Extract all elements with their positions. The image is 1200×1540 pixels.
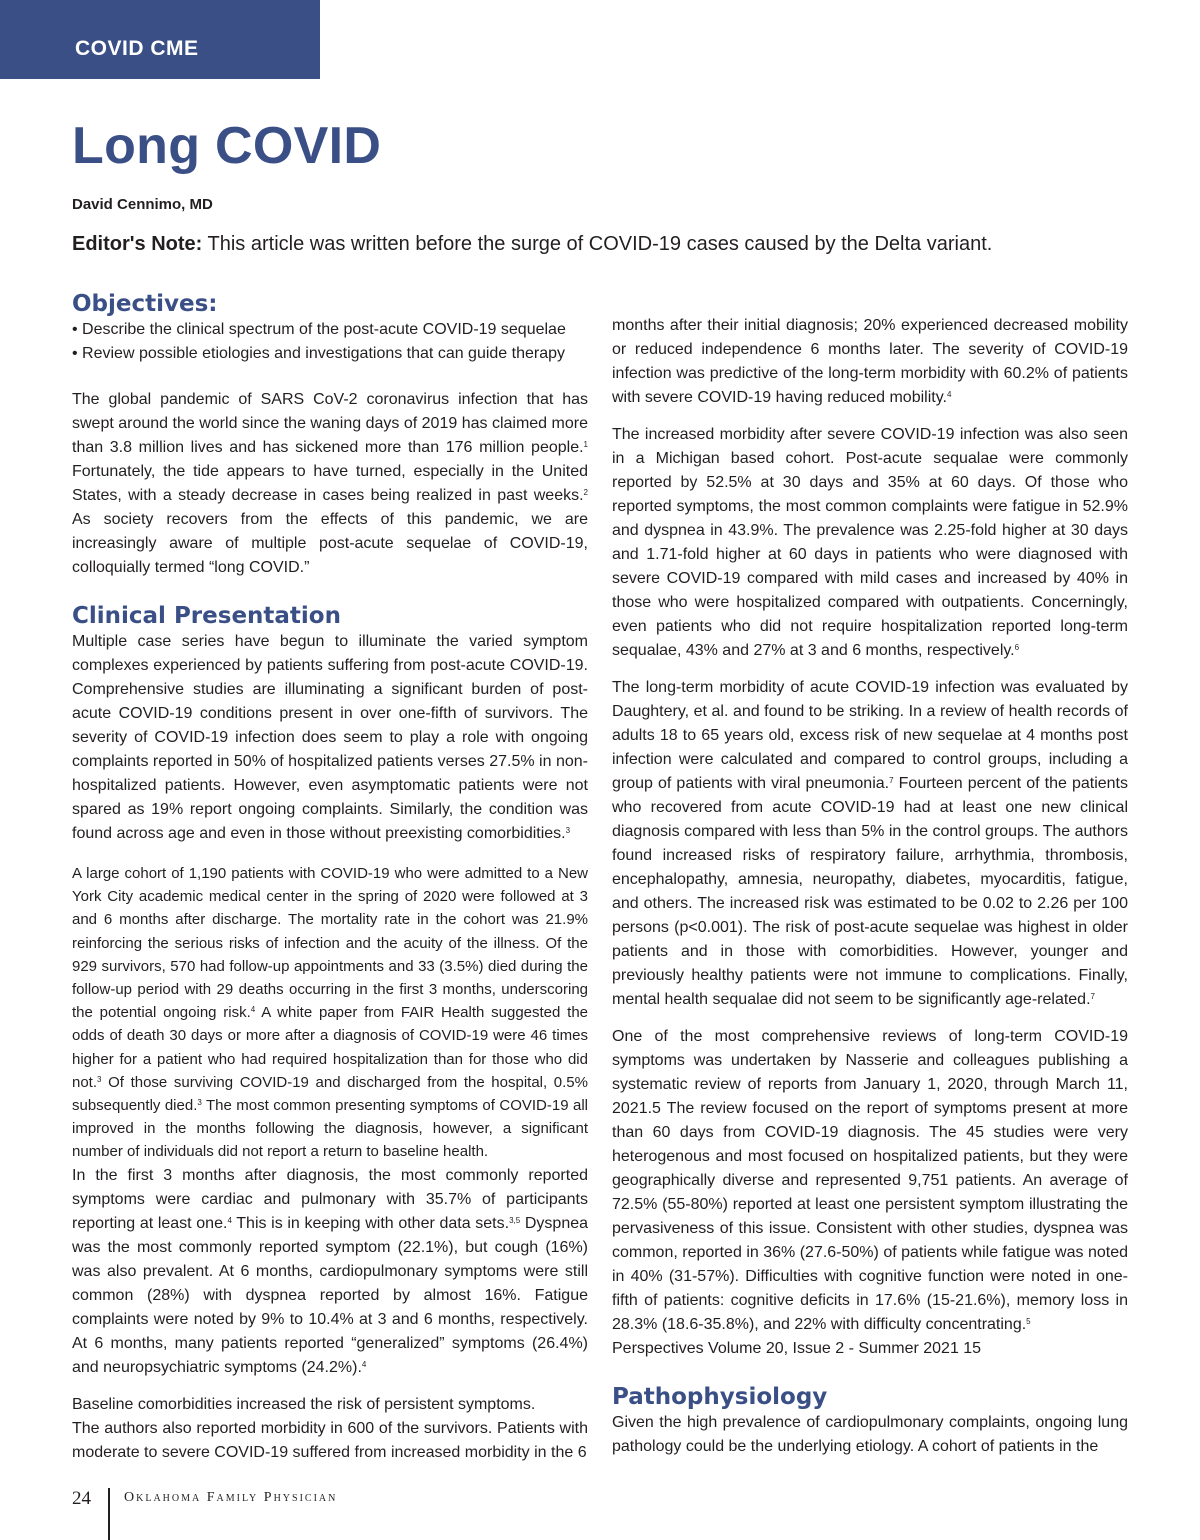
section-banner <box>0 0 320 79</box>
objectives-heading: Objectives: <box>72 291 218 317</box>
cohort-paragraph: A large cohort of 1,190 patients with COVID-19 who were admitted to a New York City academic medical center in the spring of 2020 were followed at 3 and 6 months after discharge. The mortality rate in the cohort was 21.9% reinforcing the serious risks of infection and the acuity of the illness. Of the 929 survivors, 570 had follow-up appointments and 33 (3.5%) died during the follow-up period with 29 deaths occurring in the first 3 months, underscoring the potential ongoing risk.$^4$ A white paper from FAIR Health suggested the odds of death 30 days or more after a diagnosis of COVID-19 were 46 times higher for a patient who had required hospitalization than for those who did not.$^3$ Of those surviving COVID-19 and discharged from the hospital, 0.5% subsequently died.$^3$ The most common presenting symptoms of COVID-19 all improved in the months following the diagnosis, however, a significant number of individuals did not report a return to baseline health. <box>72 865 589 1161</box>
intro-paragraph: The global pandemic of SARS CoV-2 coronavirus infection that has swept around the world since the waning days of 2019 has claimed more than 3.8 million lives and has sickened more than 176 million people.$^1$ Fortunately, the tide appears to have turned, especially in the United States, with a steady decrease in cases being realized in past weeks.$^2$ As society recovers from the effects of this pandemic, we are increasingly aware of multiple post-acute sequelae of COVID-19, colloquially termed “long COVID.” <box>72 391 588 576</box>
pathophysiology-heading: Pathophysiology <box>612 1384 828 1410</box>
footer-divider <box>108 1488 110 1540</box>
page-number: 24 <box>72 1488 91 1509</box>
symptoms-paragraph: In the first 3 months after diagnosis, the most commonly reported symptoms were cardiac and pulmonary with 35.7% of participants reporting at least one.$^4$ This is in keeping with other data sets.$^{3,5}$ Dyspnea was the most commonly reported symptom (22.1%), but cough (16%) was also prevalent. At 6 months, cardiopulmonary symptoms were still common (28%) with dyspnea reported by almost 16%. Fatigue complaints were noted by 9% to 10.4% at 3 and 6 months, respectively. At 6 months, many patients reported “generalized” symptoms (26.4%) and neuropsychiatric symptoms (24.2%).$^4$ <box>72 1166 589 1376</box>
michigan-paragraph: The increased morbidity after severe COVID-19 infection was also seen in a Michigan based cohort. Post-acute sequalae were commonly reported by 52.5% at 30 days and 35% at 60 days. Of those who reported symptoms, the most common complaints were fatigue in 52.9% and dyspnea in 43.9%. The prevalence was 2.25-fold higher at 30 days and 1.71-fold higher at 60 days in patients who were diagnosed with severe COVID-19 compared with mild cases and increased by 40% in those who were hospitalized compared with outpatients. Concerningly, even patients who did not require hospitalization reported long-term sequalae, 43% and 27% at 3 and 6 months, respectively.$^6$ <box>612 426 1128 659</box>
editor-note-label: Editor's Note: <box>72 233 203 255</box>
objective-item: • Review possible etiologies and investigations that can guide therapy <box>72 345 566 362</box>
editor-note-text: This article was written before the surge of COVID-19 cases caused by the Delta variant. <box>202 233 993 255</box>
section-label: COVID CME <box>75 37 199 60</box>
pathophysiology-paragraph: Given the high prevalence of cardiopulmonary complaints, ongoing lung pathology could be the underlying etiology. A cohort of patients in the <box>612 1414 1128 1455</box>
clinical-presentation-heading: Clinical Presentation <box>72 603 341 629</box>
right-column <box>612 314 1128 1459</box>
clinical-paragraph: Multiple case series have begun to illuminate the varied symptom complexes experienced by patients suffering from post-acute COVID-19. Comprehensive studies are illuminating a significant burden of post-acute COVID-19 conditions present in over one-fifth of survivors. The severity of COVID-19 infection does seem to play a role with ongoing complaints reported in 50% of hospitalized patients verses 27.5% in non-hospitalized patients. However, even asymptomatic patients were not spared as 19% report ongoing complaints. Similarly, the condition was found across age and even in those without preexisting comorbidities.$^3$ <box>72 633 588 842</box>
article-title: Long COVID <box>72 117 382 175</box>
daughtery-paragraph: The long-term morbidity of acute COVID-19 infection was evaluated by Daughtery, et al. and found to be striking. In a review of health records of adults 18 to 65 years old, excess risk of new sequelae at 4 months post infection were calculated and compared to control groups, including a group of patients with viral pneumonia.$^7$ Fourteen percent of the patients who recovered from acute COVID-19 had at least one new clinical diagnosis compared with less than 5% in the control groups. The authors found increased risks of respiratory failure, arrhythmia, thrombosis, encephalopathy, amnesia, neuropathy, diabetes, myocarditis, fatigue, and others. The increased risk was estimated to be 0.02 to 2.26 per 100 persons (p<0.001). The risk of post-acute sequelae was highest in older patients and in those with comorbidities. However, younger and previously healthy patients were not immune to complications. Finally, mental health sequalae did not seem to be significantly age-related.$^7$ <box>612 679 1128 1008</box>
objective-item: • Describe the clinical spectrum of the post-acute COVID-19 sequelae <box>72 321 566 338</box>
left-column <box>72 290 588 1465</box>
editor-note <box>72 233 992 256</box>
nasserie-paragraph: One of the most comprehensive reviews of long-term COVID-19 symptoms was undertaken by Nasserie and colleagues publishing a systematic review of reports from January 1, 2020, through March 11, 2021.5 The review focused on the report of symptoms present at more than 60 days from COVID-19 diagnosis. The 45 studies were very heterogenous and most focused on hospitalized patients, but they were geographically diverse and represented 9,751 patients. An average of 72.5% (55-80%) reported at least one persistent symptom illustrating the pervasiveness of this issue. Consistent with other studies, dyspnea was common, reported in 36% (27.6-50%) of patients while fatigue was noted in 40% (31-57%). Difficulties with cognitive function were noted in one-fifth of patients: cognitive deficits in 17.6% (15-21.6%), memory loss in 28.3% (18.6-35.8%), and 22% with difficulty concentrating.$^5$ Perspectives Volume 20, Issue 2 - Summer 2021 15 <box>612 1028 1128 1357</box>
mobility-paragraph: months after their initial diagnosis; 20% experienced decreased mobility or reduced independence 6 months later. The severity of COVID-19 infection was predictive of the long-term morbidity with 60.2% of patients with severe COVID-19 having reduced mobility.$^4$ <box>612 317 1128 406</box>
author-byline: David Cennimo, MD <box>72 196 213 213</box>
magazine-name: Oklahoma Family Physician <box>124 1490 338 1505</box>
comorbidities-paragraph: Baseline comorbidities increased the risk of persistent symptoms. The authors also reported morbidity in 600 of the survivors. Patients with moderate to severe COVID-19 suffered from increased morbidity in the 6 <box>72 1395 588 1461</box>
